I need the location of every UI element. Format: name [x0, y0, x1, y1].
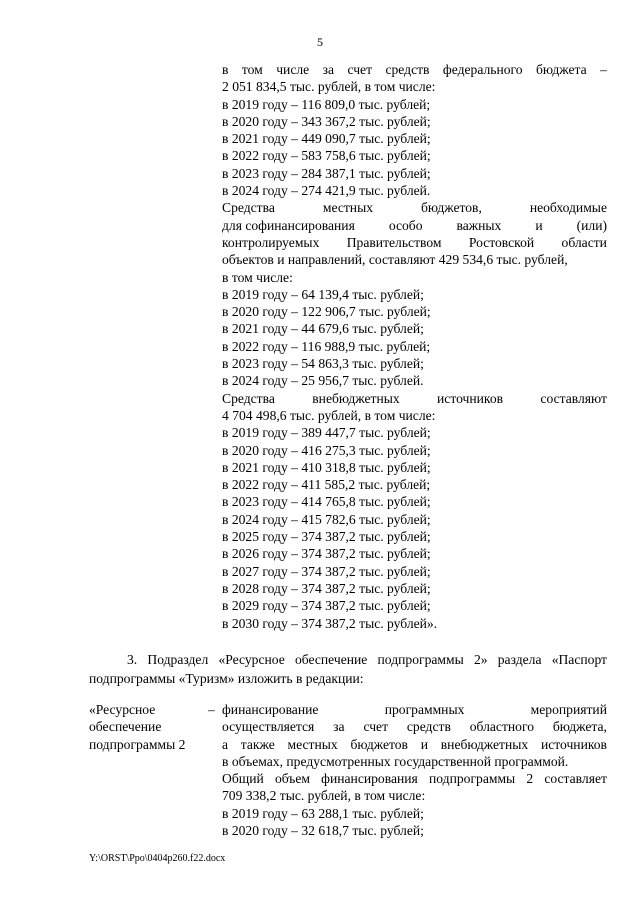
extrabudget-total-line: 4 704 498,6 тыс. рублей, в том числе: [222, 407, 436, 423]
local-year-line: в 2021 году – 44 679,6 тыс. рублей; [222, 321, 424, 337]
word: финансирования [321, 771, 418, 787]
resource-value-cell [222, 701, 607, 839]
extrabudget-year-line: в 2021 году – 410 318,8 тыс. рублей; [222, 459, 431, 475]
word: источников [540, 736, 607, 752]
word: Правительством [346, 234, 442, 250]
extrabudget-intro-line [222, 390, 607, 407]
federal-year-line: в 2024 году – 274 421,9 тыс. рублей. [222, 183, 431, 199]
value-line [222, 736, 607, 753]
federal-year-line: в 2020 году – 343 367,2 тыс. рублей; [222, 113, 431, 129]
word: (или) [576, 217, 607, 233]
extrabudget-year-line: в 2022 году – 411 585,2 тыс. рублей; [222, 477, 431, 493]
word: бюджета [536, 62, 587, 77]
value-line [222, 701, 607, 718]
local-intro-line [222, 199, 607, 216]
word: за [333, 719, 345, 735]
extrabudget-year-line: в 2025 году – 374 387,2 тыс. рублей; [222, 529, 431, 545]
local-intro-line [222, 234, 607, 251]
word: средств [385, 62, 430, 77]
extrabudget-year-line: в 2027 году – 374 387,2 тыс. рублей; [222, 563, 431, 579]
resource-label-line: «Ресурсное [89, 702, 156, 717]
word: внебюджетных [440, 736, 529, 752]
federal-total-line: 2 051 834,5 тыс. рублей, в том числе: [222, 79, 436, 95]
word: Средства [222, 200, 275, 216]
word: федерального [442, 62, 523, 77]
word: для софинансирования [222, 217, 355, 233]
resource-label-line: обеспечение [89, 719, 162, 735]
word: бюджета, [552, 719, 607, 735]
extrabudget-year-line: в 2023 году – 414 765,8 тыс. рублей; [222, 494, 431, 510]
word: особо [388, 217, 423, 233]
extrabudget-year-line: в 2030 году – 374 387,2 тыс. рублей». [222, 615, 438, 631]
word: за [322, 62, 335, 77]
word: осуществляется [222, 719, 315, 735]
word: бюджетов [350, 736, 408, 752]
word: и [420, 736, 429, 752]
word: местных [322, 200, 373, 216]
word: финансирование [222, 702, 319, 717]
word: подпрограммы [428, 771, 516, 787]
section-3-line: подпрограммы «Туризм» изложить в редакции: [89, 671, 364, 686]
word: счет [347, 62, 373, 77]
word: том [241, 62, 263, 77]
word: программных [384, 702, 465, 717]
extrabudget-year-line: в 2019 году – 389 447,7 тыс. рублей; [222, 425, 431, 441]
word: 2 [526, 771, 534, 787]
value-line: 709 338,2 тыс. рублей, в том числе: [222, 788, 426, 804]
word: составляют [540, 390, 607, 406]
word: контролируемых [222, 234, 320, 250]
federal-year-line: в 2019 году – 116 809,0 тыс. рублей; [222, 96, 431, 112]
section-3-line: 3. Подраздел «Ресурсное обеспечение подпрограммы 2» раздела «Паспорт [127, 652, 607, 667]
word: источников [437, 390, 504, 406]
resource-label-cell [89, 701, 222, 753]
value-line: в объемах, предусмотренных государственной программой. [222, 753, 569, 769]
value-line [222, 770, 607, 787]
word: внебюджетных [312, 390, 400, 406]
local-incl-line: в том числе: [222, 269, 293, 285]
local-year-line: в 2019 году – 64 139,4 тыс. рублей; [222, 286, 424, 302]
word: местных [287, 736, 338, 752]
extrabudget-year-line: в 2029 году – 374 387,2 тыс. рублей; [222, 598, 431, 614]
word: Ростовской [468, 234, 535, 250]
label-dash: – [208, 702, 215, 717]
local-year-line: в 2020 году – 122 906,7 тыс. рублей; [222, 304, 431, 320]
value-line [222, 718, 607, 735]
word: в [222, 62, 229, 77]
extrabudget-year-line: в 2028 году – 374 387,2 тыс. рублей; [222, 580, 431, 596]
word: мероприятий [530, 702, 607, 717]
section-3-paragraph [89, 650, 607, 688]
word: необходимые [529, 200, 607, 216]
word: и [535, 217, 543, 233]
word: бюджетов, [420, 200, 482, 216]
federal-year-line: в 2022 году – 583 758,6 тыс. рублей; [222, 148, 431, 164]
word: Общий [222, 771, 264, 787]
extrabudget-year-line: в 2024 году – 415 782,6 тыс. рублей; [222, 511, 431, 527]
word: Средства [222, 390, 275, 406]
value-year-line: в 2020 году – 32 618,7 тыс. рублей; [222, 823, 424, 839]
federal-intro-line [222, 61, 607, 78]
page-number: 5 [317, 35, 323, 49]
extrabudget-year-line: в 2020 году – 416 275,3 тыс. рублей; [222, 442, 431, 458]
word: числе [276, 62, 310, 77]
extrabudget-year-line: в 2026 году – 374 387,2 тыс. рублей; [222, 546, 431, 562]
local-year-line: в 2022 году – 116 988,9 тыс. рублей; [222, 338, 431, 354]
local-total-line: объектов и направлений, составляют 429 534,6 тыс. рублей, [222, 252, 568, 268]
value-year-line: в 2019 году – 63 288,1 тыс. рублей; [222, 805, 424, 821]
word: составляет [544, 771, 607, 787]
word: области [561, 234, 607, 250]
file-path-footer: Y:\ORST\Ppo\0404p260.f22.docx [89, 853, 226, 864]
local-year-line: в 2023 году – 54 863,3 тыс. рублей; [222, 356, 424, 372]
federal-year-line: в 2021 году – 449 090,7 тыс. рублей; [222, 131, 431, 147]
funding-text-column [222, 61, 607, 632]
word: средств [406, 719, 451, 735]
local-year-line: в 2024 году – 25 956,7 тыс. рублей. [222, 373, 424, 389]
word: – [600, 62, 607, 77]
word: объем [274, 771, 310, 787]
local-intro-line [222, 217, 607, 234]
word: счет [363, 719, 389, 735]
resource-label-line: подпрограммы 2 [89, 736, 186, 752]
word: а [222, 736, 229, 752]
word: областного [469, 719, 535, 735]
word: также [240, 736, 275, 752]
word: важных [456, 217, 502, 233]
federal-year-line: в 2023 году – 284 387,1 тыс. рублей; [222, 165, 431, 181]
